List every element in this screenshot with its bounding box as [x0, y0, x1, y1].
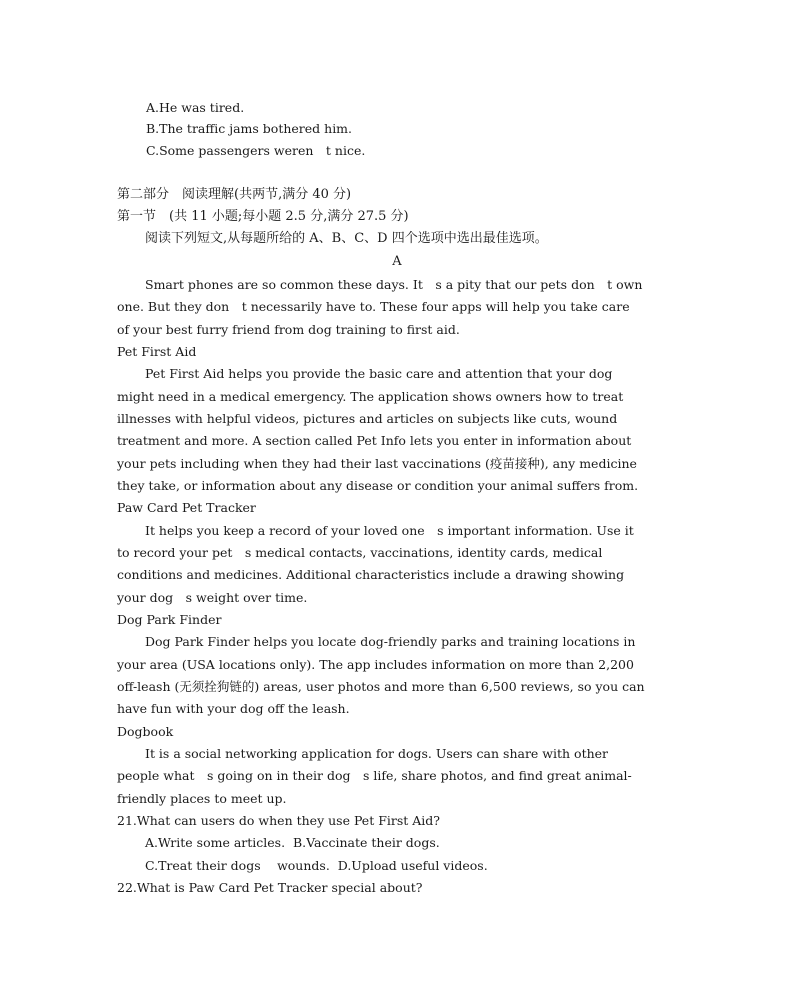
question-stem: 21.What can users do when they use Pet First Aid?	[117, 813, 440, 828]
paragraph-line: have fun with your dog off the leash.	[117, 701, 350, 716]
part-two-title: 第二部分 阅读理解(共两节,满分 40 分)	[117, 187, 352, 202]
question-options: A.Write some articles. B.Vaccinate their dogs.	[145, 835, 440, 850]
intro-line: Smart phones are so common these days. It s a pity that our pets don t own	[145, 277, 643, 292]
option-b: B.The traffic jams bothered him.	[146, 121, 353, 136]
question-stem: 22.What is Paw Card Pet Tracker special about?	[117, 880, 423, 895]
intro-line: of your best furry friend from dog training to first aid.	[117, 322, 460, 337]
paragraph-line: conditions and medicines. Additional characteristics include a drawing showing	[117, 567, 625, 582]
paragraph-line: might need in a medical emergency. The application shows owners how to treat	[117, 389, 624, 404]
paragraph-line: off-leash (无须拴狗链的) areas, user photos and more than 6,500 reviews, so you can	[117, 679, 645, 694]
reading-instruction: 阅读下列短文,从每题所给的 A、B、C、D 四个选项中选出最佳选项。	[145, 231, 548, 246]
paragraph-line: your dog s weight over time.	[117, 590, 308, 605]
paragraph-line: treatment and more. A section called Pet Info lets you enter in information about	[117, 433, 632, 448]
paragraph-line: It is a social networking application for dogs. Users can share with other	[145, 746, 609, 761]
paragraph-line: they take, or information about any disease or condition your animal suffers from.	[117, 478, 639, 493]
app-heading: Dogbook	[117, 724, 174, 739]
question-options: C.Treat their dogs wounds. D.Upload useful videos.	[145, 858, 488, 873]
section-one-heading: 第一节 (共 11 小题;每小题 2.5 分,满分 27.5 分)	[117, 209, 409, 224]
paragraph-line: your area (USA locations only). The app includes information on more than 2,200	[117, 657, 634, 672]
passage-label: A	[392, 254, 402, 269]
paragraph-line: It helps you keep a record of your loved one s important information. Use it	[145, 523, 634, 538]
option-a: A.He was tired.	[146, 100, 245, 115]
app-heading: Paw Card Pet Tracker	[117, 500, 256, 515]
app-heading: Pet First Aid	[117, 344, 197, 359]
app-heading: Dog Park Finder	[117, 612, 222, 627]
intro-line: one. But they don t necessarily have to. These four apps will help you take care	[117, 299, 630, 314]
paragraph-line: your pets including when they had their last vaccinations (疫苗接种), any medicine	[117, 456, 637, 471]
paragraph-line: people what s going on in their dog s life, share photos, and find great animal-	[117, 768, 632, 783]
option-c: C.Some passengers weren t nice.	[146, 143, 366, 158]
paragraph-line: to record your pet s medical contacts, vaccinations, identity cards, medical	[117, 545, 603, 560]
paragraph-line: Pet First Aid helps you provide the basic care and attention that your dog	[145, 366, 613, 381]
paragraph-line: Dog Park Finder helps you locate dog-friendly parks and training locations in	[145, 634, 636, 649]
paragraph-line: friendly places to meet up.	[117, 791, 287, 806]
paragraph-line: illnesses with helpful videos, pictures and articles on subjects like cuts, wound	[117, 411, 618, 426]
